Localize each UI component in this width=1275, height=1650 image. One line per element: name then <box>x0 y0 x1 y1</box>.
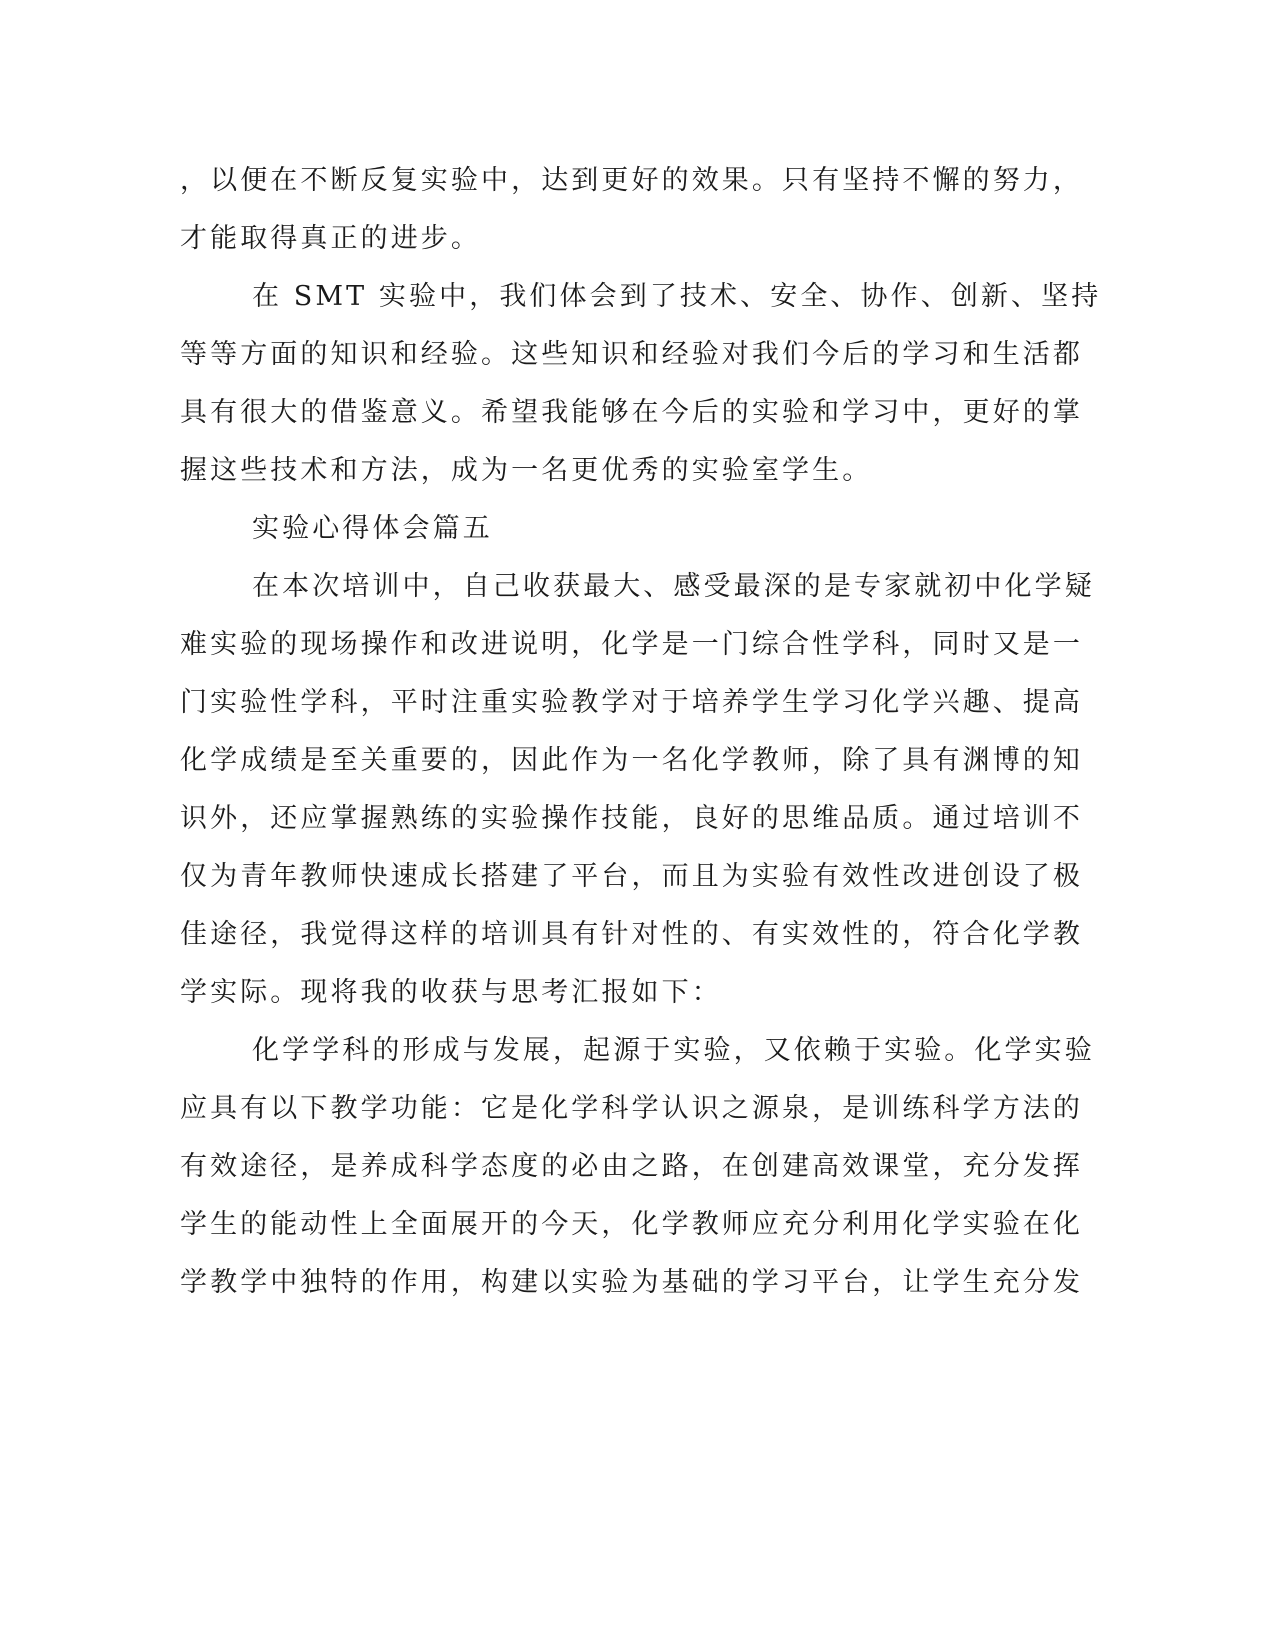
text-line: 仅为青年教师快速成长搭建了平台，而且为实验有效性改进创设了极 <box>180 861 1083 892</box>
text-line: ，以便在不断反复实验中，达到更好的效果。只有坚持不懈的努力， <box>180 165 1083 196</box>
text-line: 等等方面的知识和经验。这些知识和经验对我们今后的学习和生活都 <box>180 339 1083 370</box>
section-heading: 实验心得体会篇五 <box>252 513 493 544</box>
text-line: 化学学科的形成与发展，起源于实验，又依赖于实验。化学实验 <box>252 1035 1095 1066</box>
text-line: 佳途径，我觉得这样的培训具有针对性的、有实效性的，符合化学教 <box>180 919 1083 950</box>
text-line: 握这些技术和方法，成为一名更优秀的实验室学生。 <box>180 455 873 486</box>
text-line: 难实验的现场操作和改进说明，化学是一门综合性学科，同时又是一 <box>180 629 1083 660</box>
text-line: 应具有以下教学功能：它是化学科学认识之源泉，是训练科学方法的 <box>180 1093 1083 1124</box>
text-line: 化学成绩是至关重要的，因此作为一名化学教师，除了具有渊博的知 <box>180 745 1083 776</box>
text-line: 门实验性学科，平时注重实验教学对于培养学生学习化学兴趣、提高 <box>180 687 1083 718</box>
text-line: 识外，还应掌握熟练的实验操作技能，良好的思维品质。通过培训不 <box>180 803 1083 834</box>
text-line: 学实际。现将我的收获与思考汇报如下： <box>180 977 722 1008</box>
text-line: 学生的能动性上全面展开的今天，化学教师应充分利用化学实验在化 <box>180 1209 1083 1240</box>
text-line: 在 SMT 实验中，我们体会到了技术、安全、协作、创新、坚持 <box>252 281 1102 312</box>
text-line: 才能取得真正的进步。 <box>180 223 481 254</box>
text-line: 在本次培训中，自己收获最大、感受最深的是专家就初中化学疑 <box>252 571 1095 602</box>
text-line: 学教学中独特的作用，构建以实验为基础的学习平台，让学生充分发 <box>180 1267 1083 1298</box>
text-line: 有效途径，是养成科学态度的必由之路，在创建高效课堂，充分发挥 <box>180 1151 1083 1182</box>
text-line: 具有很大的借鉴意义。希望我能够在今后的实验和学习中，更好的掌 <box>180 397 1083 428</box>
